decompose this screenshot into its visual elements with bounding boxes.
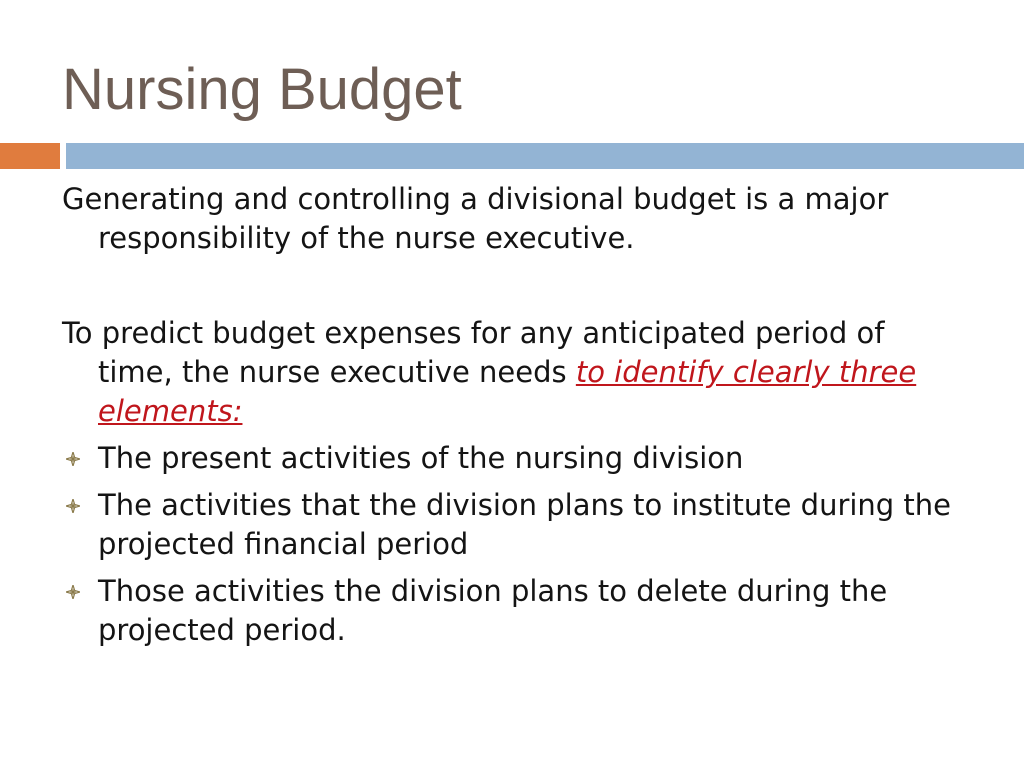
diamond-bullet-icon: [66, 439, 82, 478]
diamond-bullet-icon: [66, 486, 82, 525]
bullet-text: Those activities the division plans to delete during the projected period.: [98, 574, 888, 647]
bullet-item: [62, 486, 962, 564]
intro-paragraph: Generating and controlling a divisional budget is a major responsibility of the nurse executive.: [62, 182, 889, 255]
slide-body: [62, 180, 962, 650]
emphasis-text: to identify clearly three elements:: [98, 355, 917, 428]
bullet-text: The present activities of the nursing division: [98, 441, 744, 475]
prediction-paragraph-lead: To predict budget expenses for any anticipated period of time, the nurse executive needs: [62, 316, 885, 389]
diamond-bullet-icon: [66, 572, 82, 611]
prediction-paragraph: [62, 314, 962, 431]
bullet-item: [62, 572, 962, 650]
bullet-item: [62, 439, 962, 478]
accent-bar-orange: [0, 143, 60, 169]
slide-title: Nursing Budget: [62, 57, 462, 122]
bullet-list: [62, 439, 962, 650]
bullet-text: The activities that the division plans to institute during the projected financial period: [98, 488, 952, 561]
accent-bar-blue: [66, 143, 1024, 169]
